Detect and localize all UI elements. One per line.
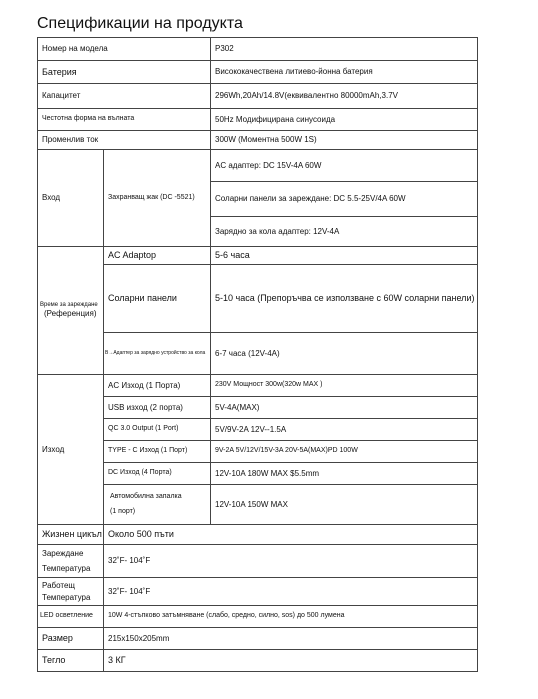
charge-time-ref: (Референция) (44, 309, 97, 319)
row-value: 230V Мощност 300w(320w MAX ) (211, 375, 478, 397)
row-label: Размер (38, 628, 104, 650)
row-value: 5V-4A(MAX) (211, 397, 478, 419)
row-value: Соларни панели за зареждане: DC 5.5-25V/4A 60W (211, 182, 478, 217)
row-value: 300W (Моментна 500W 1S) (211, 131, 478, 150)
row-label: Тегло (38, 650, 104, 672)
table-row (38, 485, 478, 525)
table-row (38, 606, 478, 628)
row-value: AC адаптер: DC 15V-4A 60W (211, 150, 478, 182)
table-row (38, 441, 478, 463)
row-label: Честотна форма на вълната (38, 109, 211, 131)
row-sublabel: AC Adaptop (104, 247, 211, 265)
row-label: LED осветление (38, 606, 104, 628)
row-sublabel: B→Адаптер за зарядно устройство за кола (104, 333, 211, 375)
row-label (38, 578, 104, 606)
work-temp-label: Работещ (42, 581, 75, 591)
row-value: 12V-10A 180W MAX $5.5mm (211, 463, 478, 485)
row-value: 32˚F- 104˚F (104, 578, 478, 606)
car-lighter-ports: (1 порт) (110, 508, 136, 515)
row-sublabel: AC Изход (1 Порта) (104, 375, 211, 397)
row-sublabel: Соларни панели (104, 265, 211, 333)
table-row (38, 265, 478, 333)
row-label: Изход (38, 375, 104, 525)
charge-temp-label2: Температура (42, 563, 91, 573)
car-lighter-label: Автомобилна запалка (110, 492, 182, 500)
row-value: 5V/9V-2A 12V--1.5A (211, 419, 478, 441)
row-value: 9V-2A 5V/12V/15V-3A 20V-5A(MAX)PD 100W (211, 441, 478, 463)
row-value: Висококачествена литиево-йонна батерия (211, 61, 478, 84)
row-sublabel (104, 485, 211, 525)
row-value: 215x150x205mm (104, 628, 478, 650)
row-value: 296Wh,20Ah/14.8V(еквивалентно 80000mAh,3.7V (211, 84, 478, 109)
spec-table (37, 37, 478, 672)
table-row (38, 578, 478, 606)
table-row (38, 131, 478, 150)
row-label (38, 247, 104, 375)
row-value: 5-6 часа (211, 247, 478, 265)
table-row (38, 375, 478, 397)
row-label: Номер на модела (38, 38, 211, 61)
table-row (38, 150, 478, 182)
table-row (38, 333, 478, 375)
row-label (38, 545, 104, 578)
row-value: 32˚F- 104˚F (104, 545, 478, 578)
table-row (38, 650, 478, 672)
table-row (38, 525, 478, 545)
charge-temp-label: Зареждане (42, 549, 84, 559)
work-temp-label2: Температура (42, 592, 91, 602)
row-sublabel: QC 3.0 Output (1 Port) (104, 419, 211, 441)
row-label: Капацитет (38, 84, 211, 109)
row-value: Зарядно за кола адаптер: 12V-4A (211, 217, 478, 247)
row-label: Батерия (38, 61, 211, 84)
row-value: 10W 4-стъпково затъмняване (слабо, средно, силно, sos) до 500 лумена (104, 606, 478, 628)
row-value: 6-7 часа (12V-4A) (211, 333, 478, 375)
page-title: Спецификации на продукта (37, 15, 243, 32)
charge-time-label: Време за зареждане (40, 302, 98, 309)
table-row (38, 109, 478, 131)
row-label: Жизнен цикъл (38, 525, 104, 545)
row-sublabel: Захранващ жак (DC -5521) (104, 150, 211, 247)
row-sublabel: TYPE - C Изход (1 Порт) (104, 441, 211, 463)
row-value: 12V-10A 150W MAX (211, 485, 478, 525)
table-row (38, 61, 478, 84)
table-row (38, 463, 478, 485)
table-row (38, 38, 478, 61)
row-value: 3 КГ (104, 650, 478, 672)
table-row (38, 84, 478, 109)
row-label: Променлив ток (38, 131, 211, 150)
table-row (38, 247, 478, 265)
row-sublabel: DC Изход (4 Порта) (104, 463, 211, 485)
row-label: Вход (38, 150, 104, 247)
table-row (38, 419, 478, 441)
row-value: 5-10 часа (Препоръчва се използване с 60W соларни панели) (211, 265, 478, 333)
table-row (38, 628, 478, 650)
table-row (38, 397, 478, 419)
table-row (38, 545, 478, 578)
row-value: Около 500 пъти (104, 525, 478, 545)
row-sublabel: USB изход (2 порта) (104, 397, 211, 419)
row-value: 50Hz Модифицирана синусоида (211, 109, 478, 131)
row-value: P302 (211, 38, 478, 61)
